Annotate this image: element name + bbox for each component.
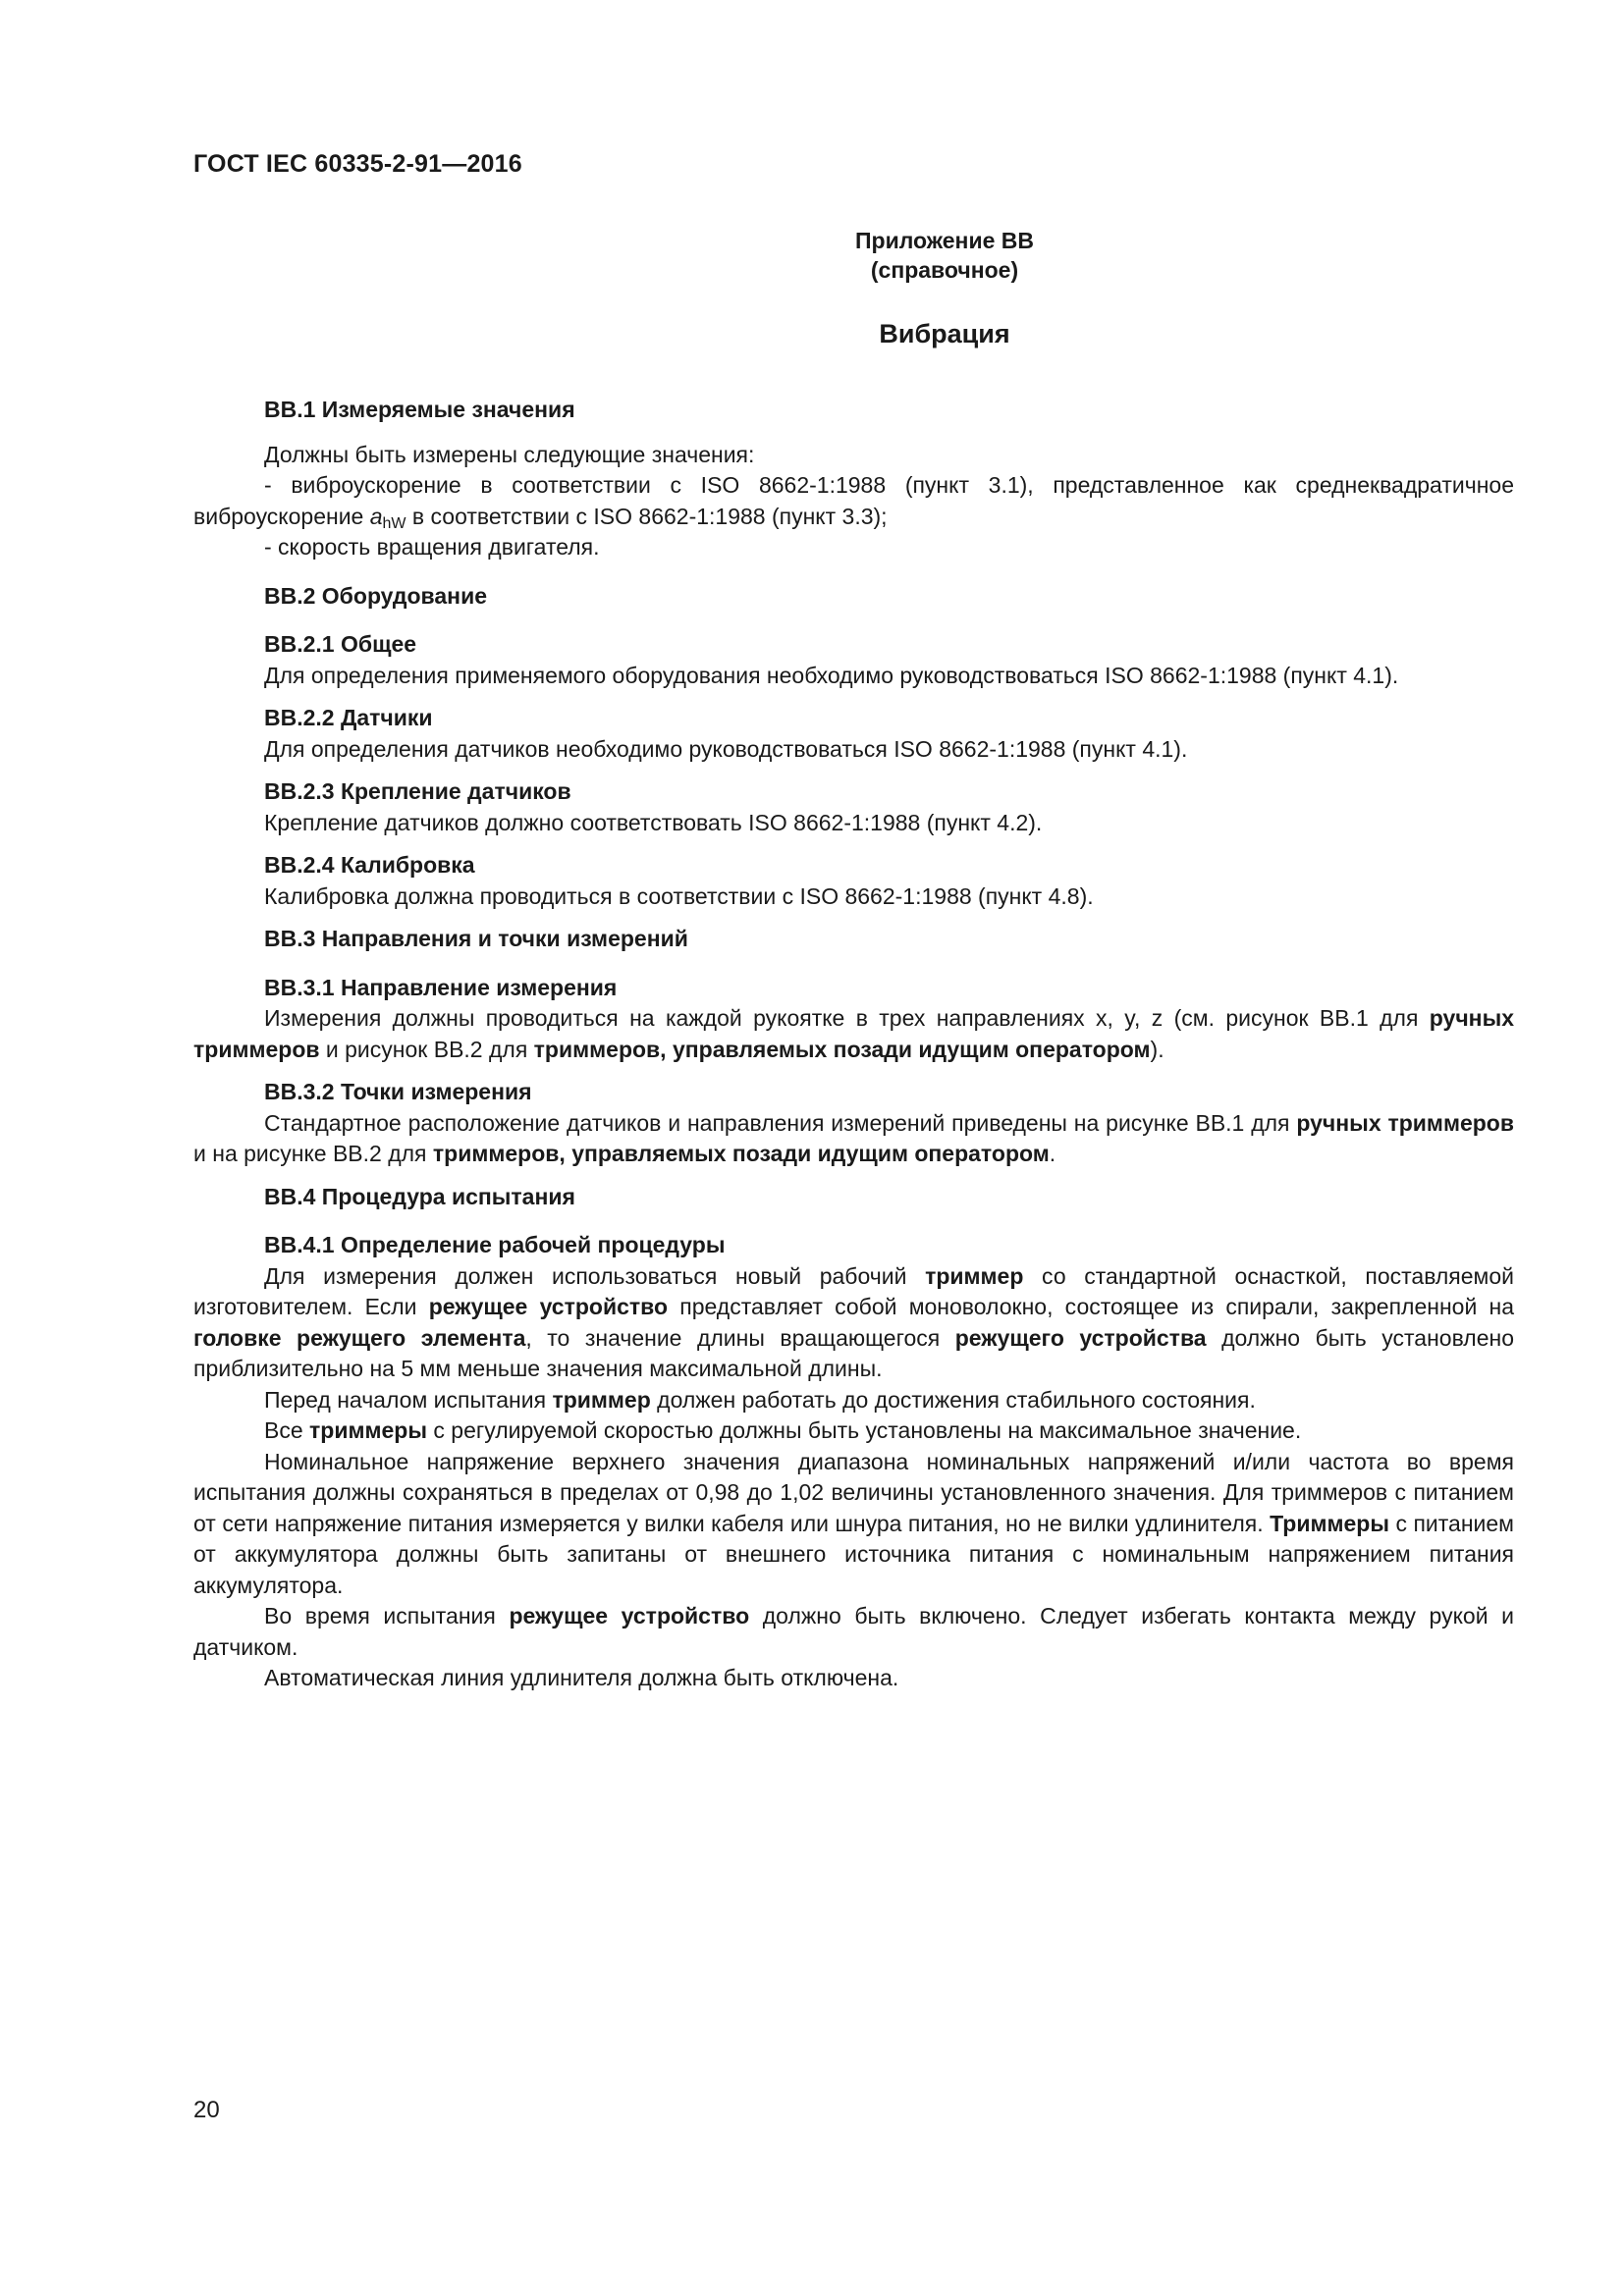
section-heading-bb2: ВВ.2 Оборудование [264,582,488,609]
bb4-1-paragraph-4: Номинальное напряжение верхнего значения диапазона номинальных напряжений и/или частота во время испытания должны сохраняться в пределах от 0,98 до 1,02 величины установленного значения. Для триммеров с питанием от сети напряжение питания измеряется у вилки кабеля или шнура питания, но не вилки удлинителя. Триммеры с питанием от аккумулятора должны быть запитаны от внешнего источника питания с номинальным напряжением питания аккумулятора. [193,1448,1514,1598]
bb1-item2: - скорость вращения двигателя. [264,534,600,560]
subsection-heading-bb3-2: ВВ.3.2 Точки измерения [264,1079,532,1104]
subsection-heading-bb2-4: ВВ.2.4 Калибровка [264,852,475,878]
subsection-heading-bb2-1: ВВ.2.1 Общее [264,631,417,657]
bb4-1-paragraph-6: Автоматическая линия удлинителя должна быть отключена. [264,1665,899,1690]
bb4-1-paragraph-1: Для измерения должен использоваться новый рабочий триммер со стандартной оснасткой, поставляемой изготовителем. Если режущее устройство представляет собой моноволокно, состоящее из спирали, закрепленной на головке режущего элемента, то значение длины вращающегося режущего устройства должно быть установлено приблизительно на 5 мм меньше значения максимальной длины. [193,1262,1515,1381]
bb4-1-paragraph-2: Перед началом испытания триммер должен работать до достижения стабильного состояния. [264,1386,1256,1413]
bb2-4-text: Калибровка должна проводиться в соответствии с ISO 8662-1:1988 (пункт 4.8). [264,882,1094,909]
annex-heading: Вибрация [879,319,1010,348]
bb4-1-paragraph-3: Все триммеры с регулируемой скоростью должны быть установлены на максимальное значение. [264,1417,1302,1443]
bb1-item1: - виброускорение в соответствии с ISO 8662-1:1988 (пункт 3.1), представленное как среднеквадратичное виброускорение $a_{hW}$ в соответствии с ISO 8662-1:1988 (пункт 3.3); [193,472,1514,532]
subsection-heading-bb2-3: ВВ.2.3 Крепление датчиков [264,778,571,804]
standard-header: ГОСТ IEC 60335-2-91—2016 [193,150,522,178]
annex-title: Приложение ВВ [854,228,1034,253]
bb3-1-text: Измерения должны проводиться на каждой рукоятке в трех направлениях x, y, z (см. рисунок ВВ.1 для ручных триммеров и рисунок ВВ.2 для триммеров, управляемых позади идущим оператором). [193,1005,1514,1062]
document-body [193,395,1514,1694]
bb2-3-text: Крепление датчиков должно соответствовать ISO 8662-1:1988 (пункт 4.2). [264,809,1043,835]
bb2-2-text: Для определения датчиков необходимо руководствоваться ISO 8662-1:1988 (пункт 4.1). [264,735,1188,762]
subsection-heading-bb4-1: ВВ.4.1 Определение рабочей процедуры [264,1232,726,1257]
bb4-1-paragraph-5: Во время испытания режущее устройство должно быть включено. Следует избегать контакта между рукой и датчиком. [193,1603,1515,1660]
section-heading-bb4: ВВ.4 Процедура испытания [264,1183,575,1209]
bb3-2-text: Стандартное расположение датчиков и направления измерений приведены на рисунке ВВ.1 для ручных триммеров и на рисунке ВВ.2 для триммеров, управляемых позади идущим оператором. [193,1109,1514,1166]
bb2-1-text: Для определения применяемого оборудования необходимо руководствоваться ISO 8662-1:1988 (пункт 4.1). [264,662,1399,688]
bb1-intro: Должны быть измерены следующие значения: [264,441,755,467]
subsection-heading-bb2-2: ВВ.2.2 Датчики [264,705,433,730]
page-number: 20 [193,2097,220,2123]
annex-subtitle: (справочное) [870,257,1019,283]
section-heading-bb3: ВВ.3 Направления и точки измерений [264,926,688,951]
subsection-heading-bb3-1: ВВ.3.1 Направление измерения [264,974,618,1000]
section-heading-bb1: ВВ.1 Измеряемые значения [264,397,575,422]
